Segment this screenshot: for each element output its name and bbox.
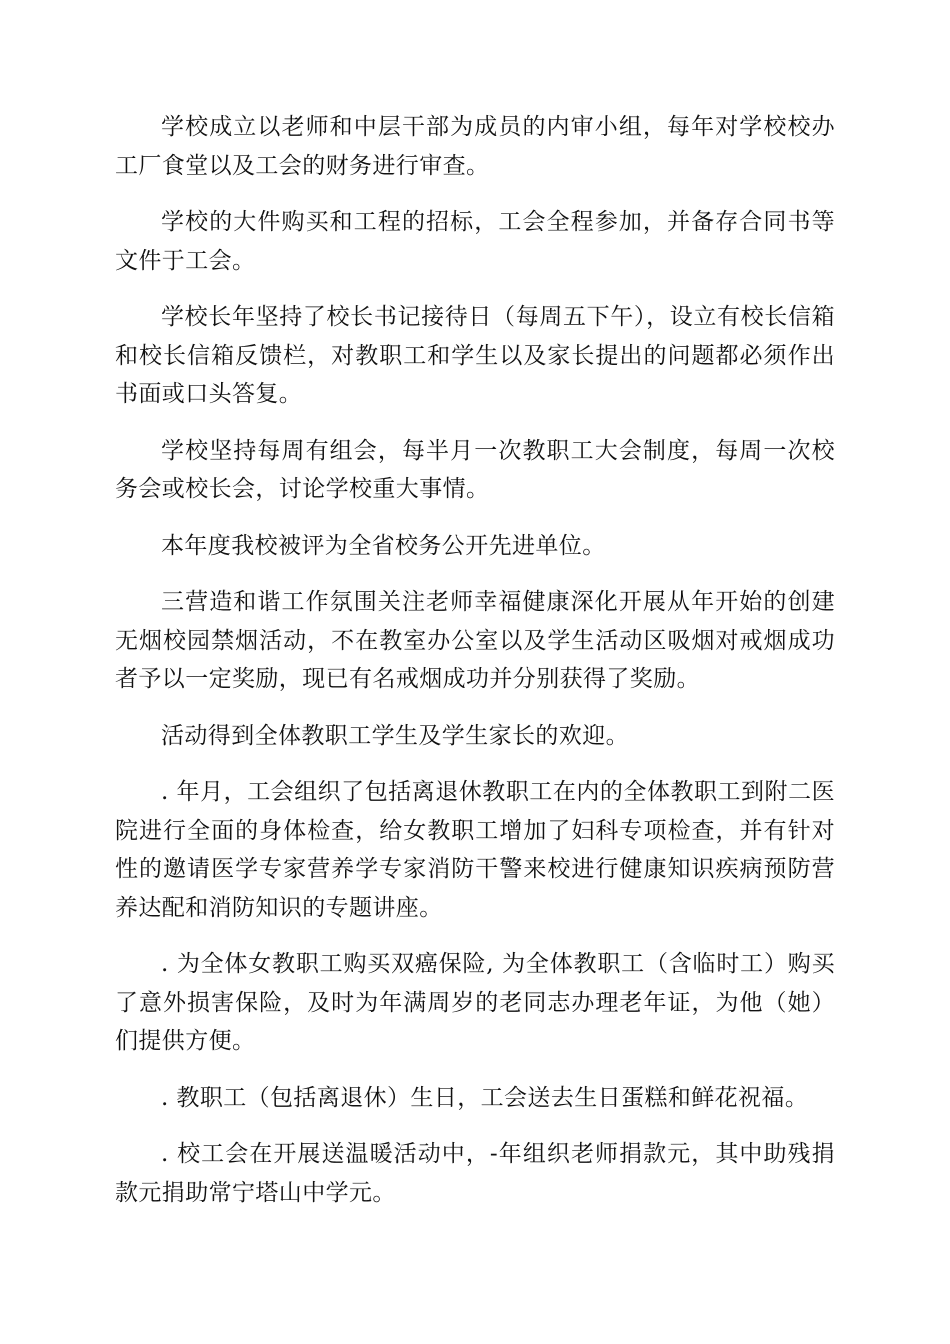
paragraph-meetings: 学校坚持每周有组会，每半月一次教职工大会制度，每周一次校务会或校长会，讨论学校重大事情。 xyxy=(115,437,835,502)
paragraph-award: 本年度我校被评为全省校务公开先进单位。 xyxy=(161,532,606,559)
paragraph-internal-audit: 学校成立以老师和中层干部为成员的内审小组，每年对学校校办工厂食堂以及工会的财务进行审查。 xyxy=(115,114,835,179)
paragraph-insurance: . 为全体女教职工购买双癌保险, 为全体教职工（含临时工）购买了意外损害保险，及时为年满周岁的老同志办理老年证，为他（她）们提供方便。 xyxy=(115,951,835,1054)
paragraph-donation: . 校工会在开展送温暖活动中，-年组织老师捐款元，其中助残捐款元捐助常宁塔山中学元。 xyxy=(115,1141,835,1206)
paragraph-reception-day: 学校长年坚持了校长书记接待日（每周五下午），设立有校长信箱和校长信箱反馈栏，对教职工和学生以及家长提出的问题都必须作出书面或口头答复。 xyxy=(115,304,835,407)
paragraph-welcome: 活动得到全体教职工学生及学生家长的欢迎。 xyxy=(161,722,629,749)
paragraph-smoke-free: 三营造和谐工作氛围关注老师幸福健康深化开展从年开始的创建无烟校园禁烟活动，不在教室办公室以及学生活动区吸烟对戒烟成功者予以一定奖励，现已有名戒烟成功并分别获得了奖励。 xyxy=(115,589,835,692)
paragraph-birthday: . 教职工（包括离退休）生日，工会送去生日蛋糕和鲜花祝福。 xyxy=(161,1084,809,1111)
paragraph-bidding: 学校的大件购买和工程的招标，工会全程参加，并备存合同书等文件于工会。 xyxy=(115,209,835,274)
paragraph-health-check: . 年月，工会组织了包括离退休教职工在内的全体教职工到附二医院进行全面的身体检查，给女教职工增加了妇科专项检查，并有针对性的邀请医学专家营养学专家消防干警来校进行健康知识疾病预防营养达配和消防知识的专题讲座。 xyxy=(115,779,835,921)
document-body xyxy=(115,108,835,1230)
